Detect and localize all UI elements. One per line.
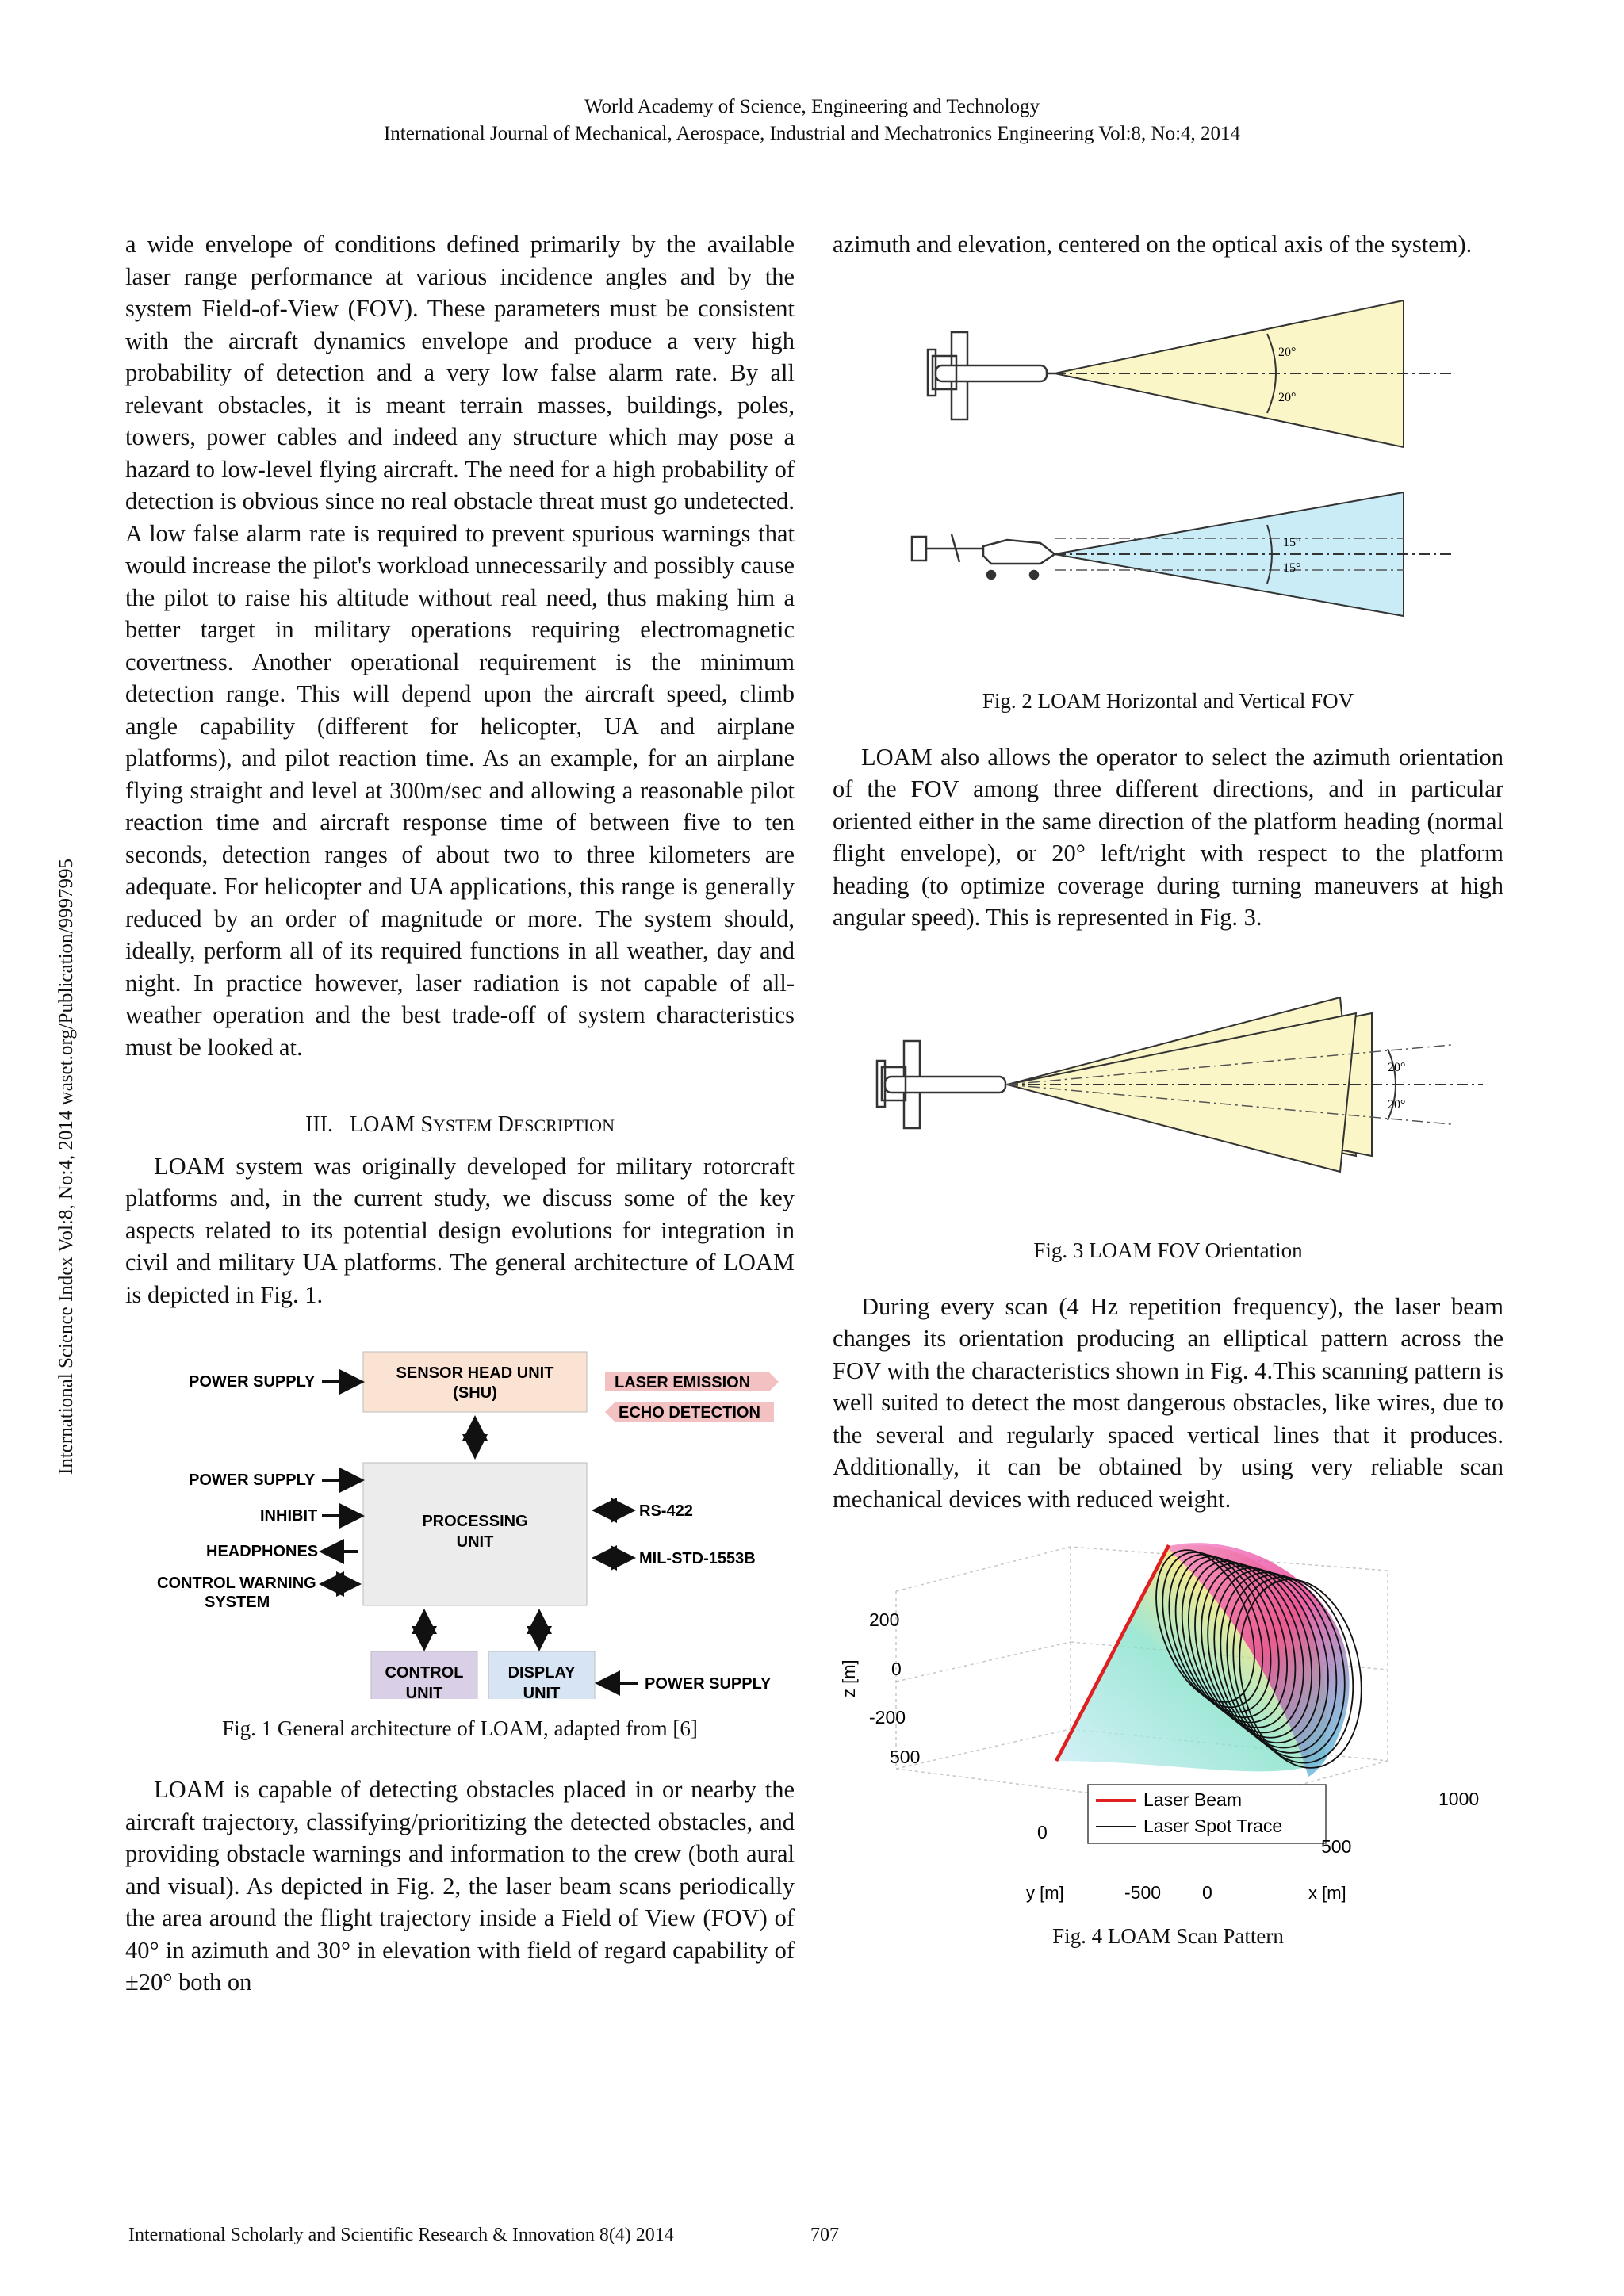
power-supply-label: POWER SUPPLY bbox=[189, 1373, 316, 1391]
x-tick: 500 bbox=[1321, 1836, 1352, 1857]
shu-label-2: (SHU) bbox=[453, 1384, 497, 1402]
figure-1-architecture bbox=[125, 1311, 795, 1699]
shu-box bbox=[363, 1352, 587, 1412]
z-tick: 200 bbox=[869, 1609, 900, 1630]
svg-text:UNIT: UNIT bbox=[456, 1533, 494, 1551]
figure-1-caption: Fig. 1 General architecture of LOAM, adapted from [6] bbox=[222, 1716, 698, 1740]
svg-text:PROCESSING: PROCESSING bbox=[422, 1513, 528, 1530]
h-angle-up: 20° bbox=[1278, 345, 1297, 359]
aircraft-side-view bbox=[912, 534, 1055, 579]
paragraph: LOAM is capable of detecting obstacles placed in or nearby the aircraft trajectory, classifying/prioritizing the detected obstacles, and providing obstacle warnings and information to the crew (both aural and visual). As depicted in Fig. 2, the laser beam scans periodically the area around the flight trajectory inside a Field of View (FOV) of 40° in azimuth and 30° in elevation with field of regard capability of ±20° both on bbox=[125, 1776, 795, 1996]
h-angle-down: 20° bbox=[1278, 390, 1297, 404]
y-axis-label: y [m] bbox=[1026, 1883, 1064, 1903]
svg-text:POWER SUPPLY: POWER SUPPLY bbox=[645, 1675, 772, 1693]
figure-2-caption: Fig. 2 LOAM Horizontal and Vertical FOV bbox=[982, 688, 1354, 713]
svg-text:UNIT: UNIT bbox=[405, 1685, 443, 1699]
z-tick: -200 bbox=[869, 1707, 906, 1728]
left-column bbox=[125, 228, 795, 1999]
v-angle-down: 15° bbox=[1283, 561, 1301, 575]
aircraft-top-view bbox=[877, 1041, 1005, 1128]
figure-4-caption: Fig. 4 LOAM Scan Pattern bbox=[1052, 1924, 1284, 1948]
figure-4-scan-pattern bbox=[833, 1523, 1503, 1967]
figure-3-caption: Fig. 3 LOAM FOV Orientation bbox=[1033, 1238, 1303, 1262]
x-tick: 0 bbox=[1202, 1882, 1212, 1903]
shu-label: SENSOR HEAD UNIT bbox=[396, 1364, 554, 1382]
svg-text:LASER EMISSION: LASER EMISSION bbox=[615, 1374, 751, 1391]
v-angle-up: 15° bbox=[1283, 535, 1301, 549]
page-number: 707 bbox=[810, 2225, 839, 2245]
paragraph: LOAM system was originally developed for military rotorcraft platforms and, in the current study, we discuss some of the key aspects related to its potential design evolutions for integration in civil and military UA platforms. The general architecture of LOAM is depicted in Fig. 1. bbox=[125, 1152, 795, 1308]
svg-text:HEADPHONES: HEADPHONES bbox=[206, 1543, 319, 1560]
z-axis-label: z [m] bbox=[839, 1659, 859, 1697]
orientation-angle-down: 20° bbox=[1388, 1097, 1406, 1112]
z-tick: 0 bbox=[891, 1659, 902, 1679]
header-line-2: International Journal of Mechanical, Aerospace, Industrial and Mechatronics Engineering Vol:8, No:4, 2014 bbox=[383, 123, 1241, 144]
legend-spot-trace: Laser Spot Trace bbox=[1143, 1816, 1283, 1836]
section-heading: III. LOAM SYSTEM DESCRIPTION bbox=[305, 1112, 615, 1137]
figure-2-fov bbox=[833, 285, 1503, 681]
svg-text:MIL-STD-1553B: MIL-STD-1553B bbox=[639, 1550, 756, 1567]
sidebar-text: International Science Index Vol:8, No:4, 2014 waset.org/Publication/9997995 bbox=[56, 859, 77, 1475]
svg-text:RS-422: RS-422 bbox=[639, 1502, 693, 1520]
paragraph: a wide envelope of conditions defined primarily by the available laser range performance at various incidence angles and by the system Field-of-View (FOV). These parameters must be consistent with the aircraft dynamics envelope and produce a very high probability of detection and a very low false alarm rate. By all relevant obstacles, it is meant terrain masses, buildings, poles, towers, power cables and indeed any structure which may pose a hazard to low-level flying aircraft. The need for a high probability of detection is obvious since no real obstacle threat must go undetected. A low false alarm rate is required to prevent spurious warnings that would increase the pilot's workload unnecessarily and possibly cause the pilot to raise his altitude without real need, thus making him a better target in military operations requiring electromagnetic covertness. Another operational requirement is the minimum detection range. This will depend upon the aircraft speed, climb angle capability (different for helicopter, UA and airplane platforms), and pilot reaction time. As an example, for an airplane flying straight and level at 300m/sec and allowing a reasonable pilot reaction time and aircraft response time of between five to ten seconds, detection ranges of about two to three kilometers are adequate. For helicopter and UA applications, this range is generally reduced by an order of magnitude or more. The system should, ideally, perform all of its required functions in all weather, day and night. In practice however, laser radiation is not capable of all-weather operation and the best trade-off of system characteristics must be looked at. bbox=[125, 231, 795, 1061]
svg-text:POWER SUPPLY: POWER SUPPLY bbox=[189, 1471, 316, 1489]
right-column bbox=[833, 228, 1503, 1950]
svg-text:INHIBIT: INHIBIT bbox=[260, 1507, 318, 1525]
y-tick: 500 bbox=[890, 1747, 921, 1767]
y-tick: -500 bbox=[1124, 1882, 1162, 1903]
header-line-1: World Academy of Science, Engineering and Technology bbox=[584, 96, 1040, 117]
x-tick: 1000 bbox=[1438, 1789, 1480, 1809]
paragraph: LOAM also allows the operator to select the azimuth orientation of the FOV among three different directions, and in particular oriented either in the same direction of the platform heading (normal flight envelope), or 20° left/right with respect to the platform heading (to optimize coverage during turning maneuvers at high angular speed). This is represented in Fig. 3. bbox=[833, 743, 1503, 931]
x-axis-label: x [m] bbox=[1308, 1883, 1346, 1903]
orientation-angle-up: 20° bbox=[1388, 1060, 1406, 1074]
footer-journal: International Scholarly and Scientific Research & Innovation 8(4) 2014 bbox=[128, 2225, 674, 2245]
svg-text:ECHO DETECTION: ECHO DETECTION bbox=[619, 1404, 760, 1422]
svg-text:CONTROL: CONTROL bbox=[385, 1664, 464, 1682]
svg-text:CONTROL WARNING: CONTROL WARNING bbox=[157, 1575, 316, 1592]
svg-text:SYSTEM: SYSTEM bbox=[205, 1594, 270, 1611]
svg-text:DISPLAY: DISPLAY bbox=[508, 1664, 576, 1682]
sidebar-citation bbox=[56, 859, 87, 1498]
svg-text:UNIT: UNIT bbox=[523, 1685, 561, 1699]
y-tick: 0 bbox=[1037, 1822, 1048, 1843]
paragraph: azimuth and elevation, centered on the optical axis of the system). bbox=[833, 231, 1473, 258]
figure-3-fov-orientation bbox=[833, 958, 1503, 1243]
paragraph: During every scan (4 Hz repetition frequency), the laser beam changes its orientation producing an elliptical pattern across the FOV with the characteristics shown in Fig. 4.This scanning pattern is well suited to detect the most dangerous obstacles, like wires, due to the several and regularly spaced vertical lines that it produces. Additionally, it can be obtained by using very reliable scan mechanical devices with reduced weight. bbox=[833, 1292, 1503, 1513]
legend-laser-beam: Laser Beam bbox=[1143, 1789, 1243, 1810]
aircraft-top-view bbox=[928, 332, 1055, 419]
page-header bbox=[0, 94, 1624, 147]
